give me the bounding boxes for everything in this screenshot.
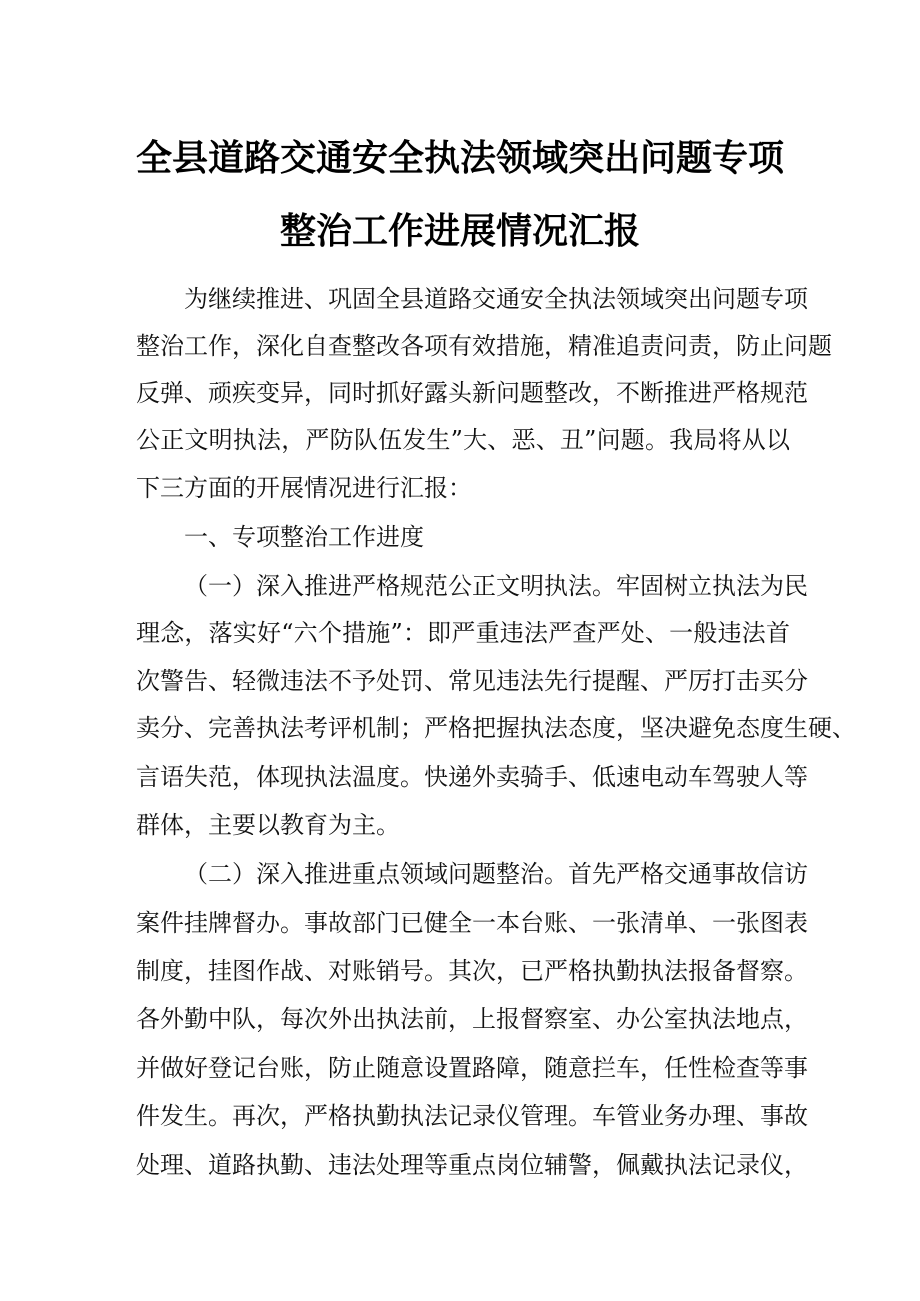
intro-paragraph-line: 下三方面的开展情况进行汇报： [136,474,472,502]
paragraph-one-line: 言语失范，体现执法温度。快递外卖骑手、低速电动车驾驶人等 [136,763,808,791]
section-heading: 一、专项整治工作进度 [184,523,424,551]
intro-paragraph-line: 反弹、顽疾变异，同时抓好露头新问题整改，不断推进严格规范 [136,379,808,407]
paragraph-one-line: （一）深入推进严格规范公正文明执法。牢固树立执法为民 [184,572,808,600]
paragraph-two-line: 处理、道路执勤、违法处理等重点岗位辅警，佩戴执法记录仪， [136,1151,808,1179]
paragraph-two-line: 并做好登记台账，防止随意设置路障，随意拦车，任性检查等事 [136,1054,808,1082]
paragraph-two-line: 案件挂牌督办。事故部门已健全一本台账、一张清单、一张图表 [136,909,808,937]
document-title-line-2: 整治工作进展情况汇报 [279,211,640,252]
intro-paragraph-line: 为继续推进、巩固全县道路交通安全执法领域突出问题专项 [184,285,808,313]
paragraph-one-line: 群体，主要以教育为主。 [136,811,400,839]
intro-paragraph-line: 公正文明执法，严防队伍发生”大、恶、丑”问题。我局将从以 [136,426,790,454]
paragraph-two-line: （二）深入推进重点领域问题整治。首先严格交通事故信访 [184,860,808,888]
paragraph-two-line: 制度，挂图作战、对账销号。其次，已严格执勤执法报备督察。 [136,957,808,985]
document-title-line-1: 全县道路交通安全执法领域突出问题专项 [135,138,784,179]
paragraph-two-line: 各外勤中队，每次外出执法前，上报督察室、办公室执法地点， [136,1005,808,1033]
paragraph-one-line: 卖分、完善执法考评机制；严格把握执法态度，坚决避免态度生硬、 [136,714,856,742]
paragraph-one-line: 理念，落实好“六个措施”：即严重违法严查严处、一般违法首 [136,619,790,647]
intro-paragraph-line: 整治工作，深化自查整改各项有效措施，精准追责问责，防止问题 [136,332,832,360]
paragraph-one-line: 次警告、轻微违法不予处罚、常见违法先行提醒、严厉打击买分 [136,667,808,695]
paragraph-two-line: 件发生。再次，严格执勤执法记录仪管理。车管业务办理、事故 [136,1102,808,1130]
